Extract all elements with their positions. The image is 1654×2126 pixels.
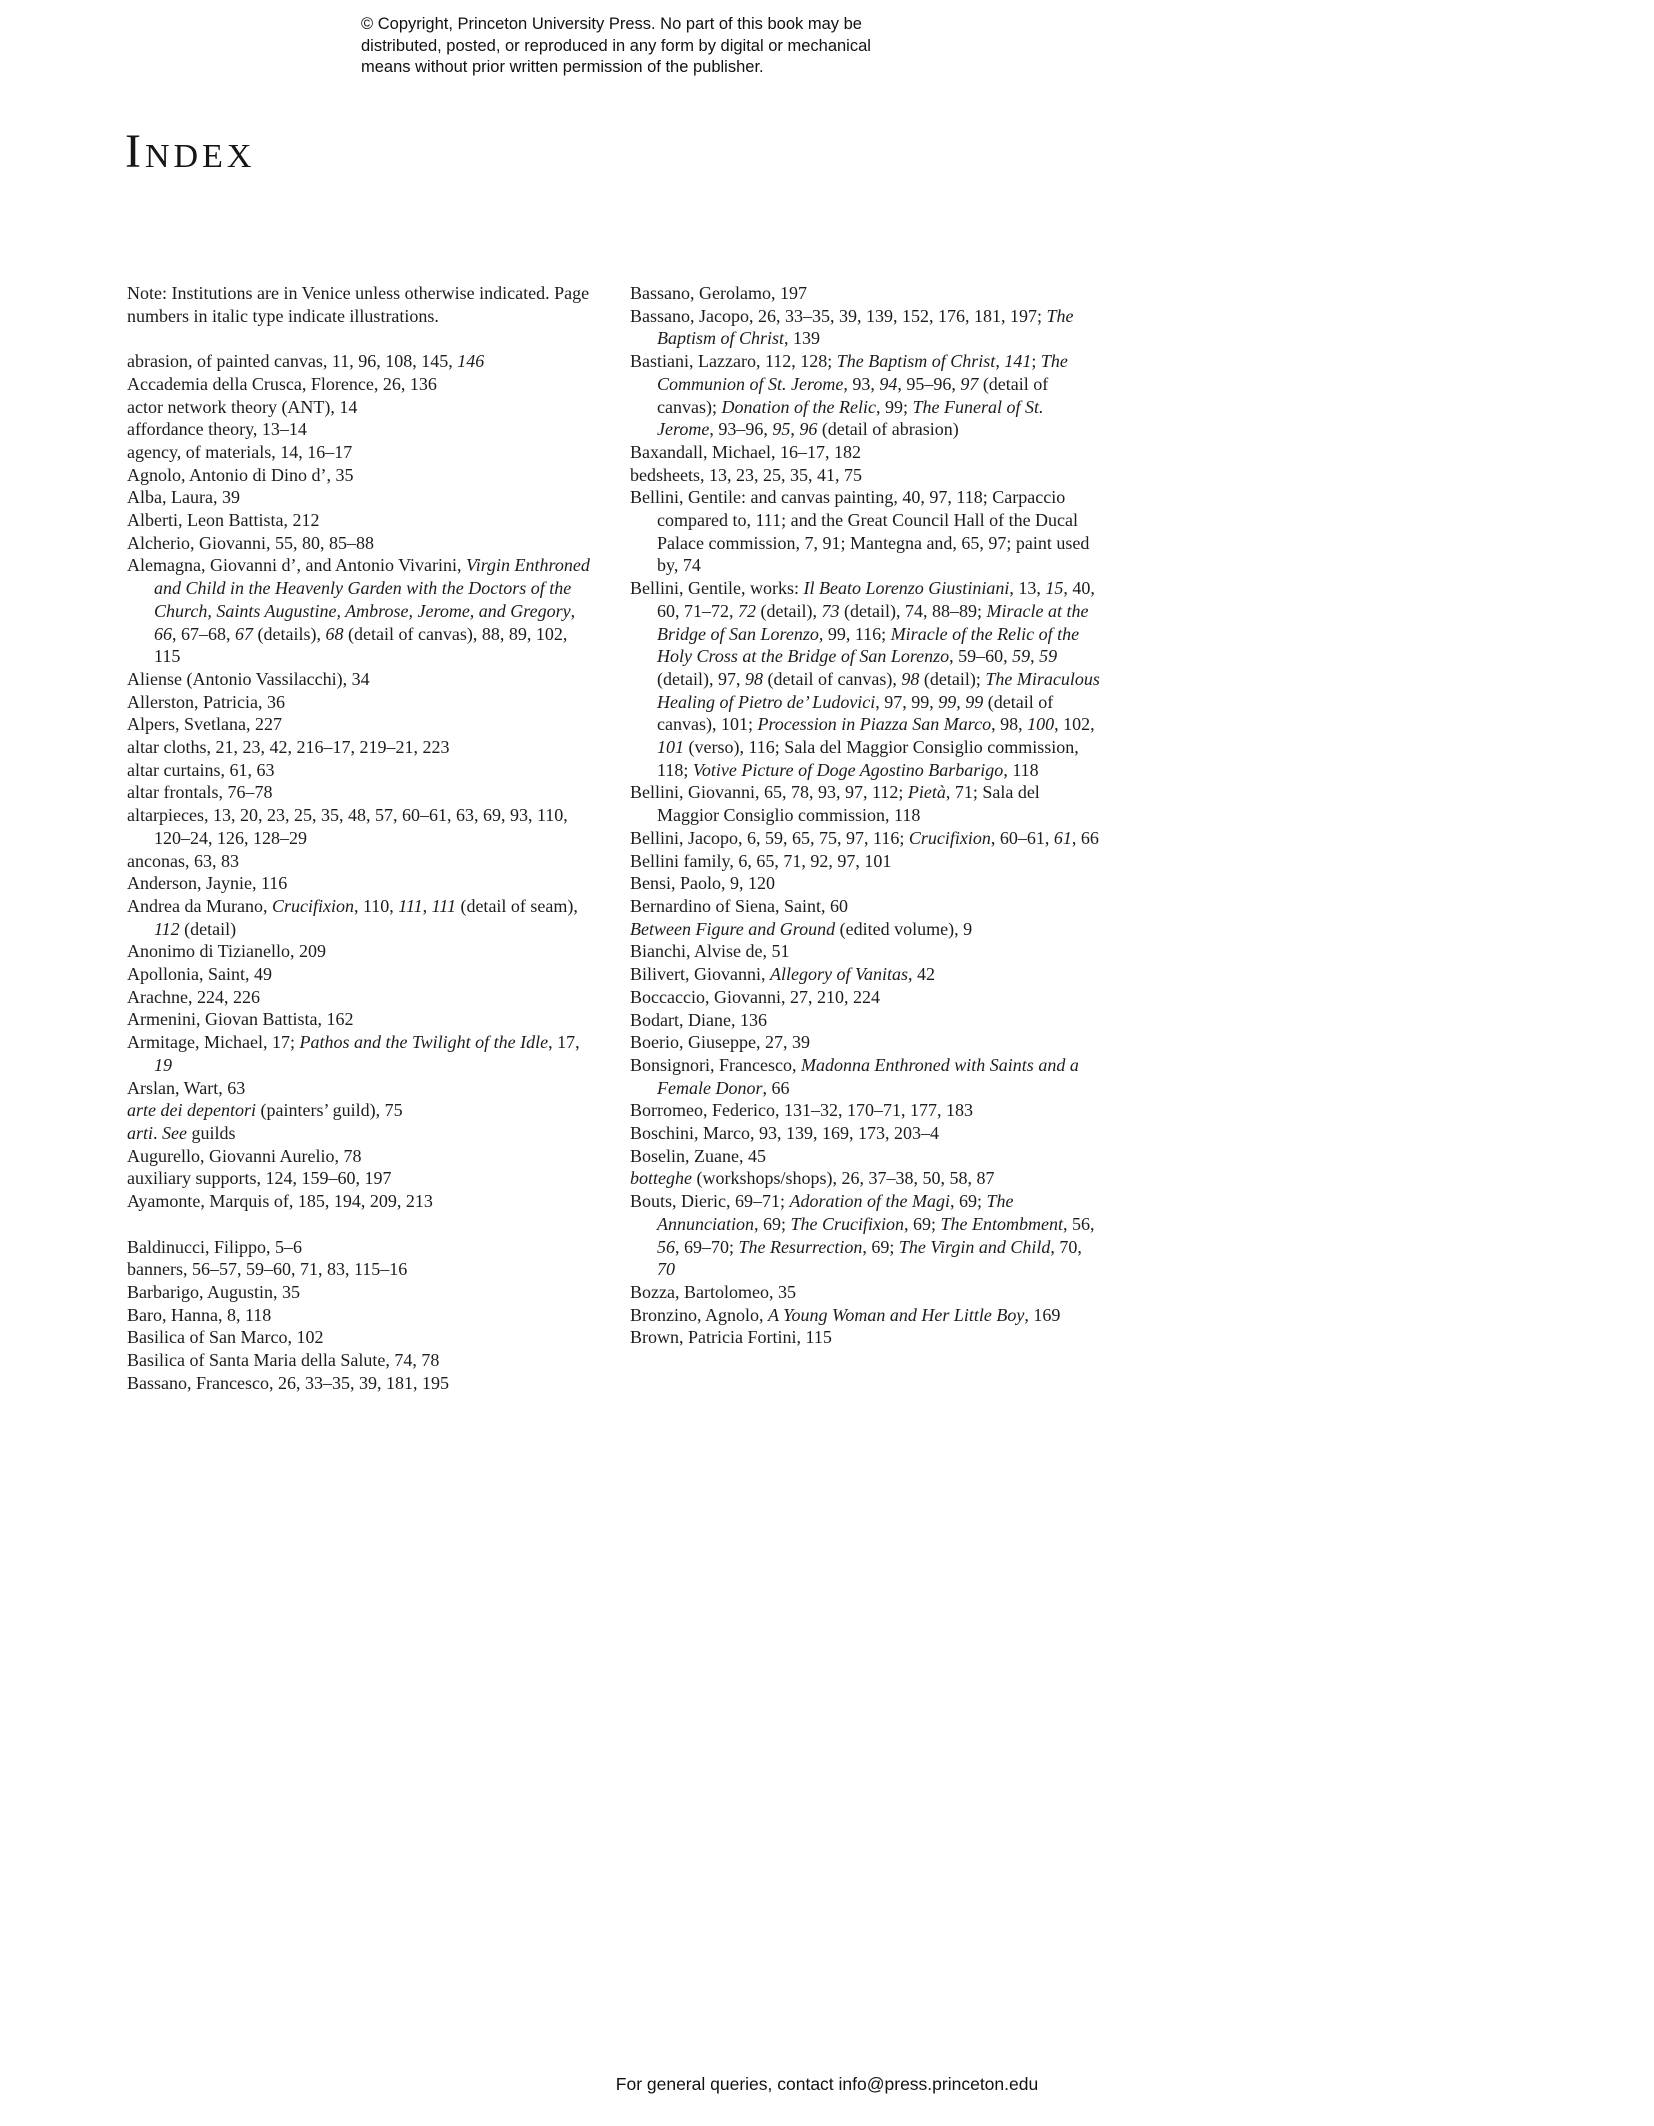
- index-entry: Borromeo, Federico, 131–32, 170–71, 177, 183: [630, 1100, 973, 1121]
- index-entry: Brown, Patricia Fortini, 115: [630, 1327, 832, 1348]
- copyright-notice: [361, 14, 871, 79]
- index-entry: Baxandall, Michael, 16–17, 182: [630, 441, 861, 462]
- index-entry: Anderson, Jaynie, 116: [127, 873, 288, 894]
- index-column-right: [630, 282, 1101, 1349]
- index-entry: botteghe (workshops/shops), 26, 37–38, 50, 58, 87: [630, 1168, 995, 1189]
- index-entry: anconas, 63, 83: [127, 850, 239, 871]
- index-entry: Bilivert, Giovanni, Allegory of Vanitas, 42: [630, 964, 935, 985]
- index-entry: actor network theory (ANT), 14: [127, 396, 358, 417]
- index-entry: Bassano, Gerolamo, 197: [630, 283, 807, 303]
- index-entry: Basilica of Santa Maria della Salute, 74, 78: [127, 1350, 440, 1371]
- index-entry: Boerio, Giuseppe, 27, 39: [630, 1032, 810, 1053]
- index-entry: Bellini, Gentile: and canvas painting, 40, 97, 118; Carpaccio compared to, 111; and the Great Council Hall of the Ducal Palace commission, 7, 91; Mantegna and, 65, 97; paint used by, 74: [630, 487, 1090, 576]
- index-entry: auxiliary supports, 124, 159–60, 197: [127, 1168, 392, 1189]
- index-entry: Agnolo, Antonio di Dino d’, 35: [127, 464, 354, 485]
- index-entry: altar cloths, 21, 23, 42, 216–17, 219–21, 223: [127, 737, 450, 758]
- index-entry: Bastiani, Lazzaro, 112, 128; The Baptism of Christ, 141; The Communion of St. Jerome, 93, 94, 95–96, 97 (detail of canvas); Donation of the Relic, 99; The Funeral of St. Jerome, 93–96, 95, 96 (detail of abrasion): [630, 351, 1068, 440]
- index-entry: Bianchi, Alvise de, 51: [630, 941, 790, 962]
- index-entry: Bassano, Francesco, 26, 33–35, 39, 181, 195: [127, 1372, 449, 1393]
- index-entry: Bellini, Giovanni, 65, 78, 93, 97, 112; Pietà, 71; Sala del Maggior Consiglio commission, 118: [630, 782, 1040, 826]
- index-entry: Accademia della Crusca, Florence, 26, 136: [127, 373, 437, 394]
- index-entry: Apollonia, Saint, 49: [127, 964, 272, 985]
- index-entry: Andrea da Murano, Crucifixion, 110, 111, 111 (detail of seam), 112 (detail): [127, 895, 578, 939]
- index-entry: Arslan, Wart, 63: [127, 1077, 246, 1098]
- index-entry: altar frontals, 76–78: [127, 782, 273, 803]
- copyright-line: © Copyright, Princeton University Press. No part of this book may be: [361, 15, 862, 33]
- index-entry: Boschini, Marco, 93, 139, 169, 173, 203–4: [630, 1123, 939, 1144]
- index-entry: Alberti, Leon Battista, 212: [127, 510, 320, 531]
- index-entry: affordance theory, 13–14: [127, 419, 307, 440]
- index-entry: Baro, Hanna, 8, 118: [127, 1304, 272, 1325]
- index-entry: Between Figure and Ground (edited volume), 9: [630, 918, 973, 939]
- index-entry: Allerston, Patricia, 36: [127, 691, 285, 712]
- copyright-line: means without prior written permission of the publisher.: [361, 58, 764, 76]
- index-entry: Alcherio, Giovanni, 55, 80, 85–88: [127, 532, 374, 553]
- index-entry: Augurello, Giovanni Aurelio, 78: [127, 1145, 362, 1166]
- index-entry: Alemagna, Giovanni d’, and Antonio Vivarini, Virgin Enthroned and Child in the Heavenly Garden with the Doctors of the Church, Saints Augustine, Ambrose, Jerome, and Gregory, 66, 67–68, 67 (details), 68 (detail of canvas), 88, 89, 102, 115: [127, 555, 590, 667]
- index-entry: Armenini, Giovan Battista, 162: [127, 1009, 354, 1030]
- copyright-line: distributed, posted, or reproduced in any form by digital or mechanical: [361, 36, 871, 55]
- index-entry: Basilica of San Marco, 102: [127, 1327, 324, 1348]
- index-column-left: [127, 350, 598, 1394]
- index-entry: Ayamonte, Marquis of, 185, 194, 209, 213: [127, 1191, 433, 1212]
- index-entry: Barbarigo, Augustin, 35: [127, 1281, 300, 1302]
- index-entry: banners, 56–57, 59–60, 71, 83, 115–16: [127, 1259, 408, 1280]
- index-entry: arti. See guilds: [127, 1123, 236, 1143]
- index-entry: Armitage, Michael, 17; Pathos and the Twilight of the Idle, 17, 19: [127, 1032, 580, 1075]
- left-column: [127, 282, 598, 1394]
- index-entry: Aliense (Antonio Vassilacchi), 34: [127, 668, 370, 689]
- index-entry: Bellini, Gentile, works: Il Beato Lorenzo Giustiniani, 13, 15, 40, 60, 71–72, 72 (detail), 73 (detail), 74, 88–89; Miracle at the Bridge of San Lorenzo, 99, 116; Miracle of the Relic of the Holy Cross at the Bridge of San Lorenzo, 59–60, 59, 59 (detail), 97, 98 (detail of canvas), 98 (detail); The Miraculous Healing of Pietro de’ Ludovici, 97, 99, 99, 99 (detail of canvas), 101; Procession in Piazza San Marco, 98, 100, 102, 101 (verso), 116; Sala del Maggior Consiglio commission, 118; Votive Picture of Doge Agostino Barbarigo, 118: [630, 578, 1100, 780]
- index-entry: Bozza, Bartolomeo, 35: [630, 1281, 796, 1302]
- index-entry: Bellini, Jacopo, 6, 59, 65, 75, 97, 116; Crucifixion, 60–61, 61, 66: [630, 827, 1099, 848]
- index-entry: Bensi, Paolo, 9, 120: [630, 873, 776, 894]
- index-entry: Anonimo di Tizianello, 209: [127, 941, 327, 962]
- index-entry: Bernardino of Siena, Saint, 60: [630, 895, 848, 916]
- index-entry: Alpers, Svetlana, 227: [127, 714, 282, 735]
- index-entry: Alba, Laura, 39: [127, 487, 240, 508]
- index-entry: Bodart, Diane, 136: [630, 1009, 767, 1030]
- index-entry: Bronzino, Agnolo, A Young Woman and Her Little Boy, 169: [630, 1304, 1061, 1325]
- index-entry: altar curtains, 61, 63: [127, 759, 275, 780]
- index-entry: Bellini family, 6, 65, 71, 92, 97, 101: [630, 850, 892, 871]
- index-entry: altarpieces, 13, 20, 23, 25, 35, 48, 57, 60–61, 63, 69, 93, 110, 120–24, 126, 128–29: [127, 805, 568, 848]
- index-entry: Boccaccio, Giovanni, 27, 210, 224: [630, 986, 880, 1007]
- index-entry: Arachne, 224, 226: [127, 986, 260, 1007]
- footer-contact-note: For general queries, contact info@press.princeton.edu: [615, 2074, 1039, 2094]
- index-entry: agency, of materials, 14, 16–17: [127, 441, 353, 462]
- index-note: Note: Institutions are in Venice unless otherwise indicated. Page numbers in italic type indicate illustrations.: [127, 283, 590, 326]
- index-entry: Bassano, Jacopo, 26, 33–35, 39, 139, 152, 176, 181, 197; The Baptism of Christ, 139: [630, 305, 1074, 349]
- index-entry: abrasion, of painted canvas, 11, 96, 108, 145, 146: [127, 351, 485, 372]
- index-entry: arte dei depentori (painters’ guild), 75: [127, 1100, 403, 1121]
- index-entry: Bonsignori, Francesco, Madonna Enthroned with Saints and a Female Donor, 66: [630, 1054, 1079, 1098]
- index-entry: Boselin, Zuane, 45: [630, 1145, 766, 1166]
- page-title: Index: [125, 125, 256, 178]
- index-entry: Bouts, Dieric, 69–71; Adoration of the Magi, 69; The Annunciation, 69; The Crucifixion, 69; The Entombment, 56, 56, 69–70; The Resurrection, 69; The Virgin and Child, 70, 70: [630, 1191, 1095, 1280]
- right-column: [630, 282, 1101, 1394]
- index-columns: [127, 282, 1101, 1394]
- index-entry: bedsheets, 13, 23, 25, 35, 41, 75: [630, 464, 862, 485]
- index-entry: Baldinucci, Filippo, 5–6: [127, 1236, 302, 1257]
